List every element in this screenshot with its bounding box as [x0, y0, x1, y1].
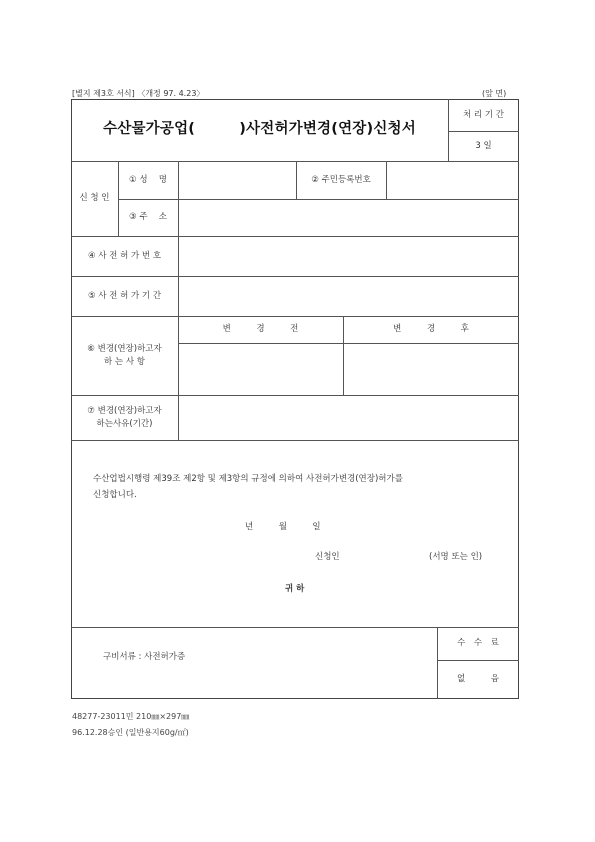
resident-number-field[interactable]: [386, 161, 519, 199]
fee-label: 수 수 료: [457, 638, 499, 649]
permit-number-field[interactable]: [178, 236, 519, 276]
form-title: 수산물가공업( )사전허가변경(연장)신청서: [103, 121, 416, 138]
change-items-label-line2: 하 는 사 항: [104, 356, 145, 367]
signature-note: (서명 또는 인): [429, 552, 483, 562]
address-field[interactable]: [178, 199, 519, 236]
change-items-label: [71, 316, 178, 395]
required-documents: 구비서류 : 사전허가증: [103, 652, 186, 662]
before-change-field[interactable]: [178, 343, 343, 395]
change-reason-label-line1: ⑦ 변경(연장)하고자: [87, 405, 162, 416]
resident-number-label: ② 주민등록번호: [311, 174, 371, 185]
applicant-group-label: 신 청 인: [79, 193, 110, 204]
change-items-label-line1: ⑥ 변경(연장)하고자: [87, 343, 162, 354]
page-side: (앞 면): [482, 89, 507, 98]
date-line: 년 월 일: [245, 522, 321, 532]
fee-value: 없 음: [457, 674, 499, 685]
change-reason-label-line2: 하는사유(기간): [96, 418, 153, 429]
name-field[interactable]: [178, 161, 296, 199]
address-label: ③ 주 소: [129, 212, 167, 223]
statement-line-2: 신청합니다.: [93, 490, 137, 500]
before-change-header: 변 경 전: [222, 324, 299, 335]
name-label: ① 성 명: [129, 174, 167, 185]
statement-line-1: 수산업법시행령 제39조 제2항 및 제3항의 규정에 의하여 사전허가변경(연장)허가를: [93, 474, 403, 484]
footer-approval: 96.12.28승인 (일반용지60g/㎡): [72, 728, 189, 737]
applicant-signature-label: 신청인: [315, 552, 340, 562]
change-reason-field[interactable]: [178, 395, 519, 440]
permit-period-label: ⑤ 사 전 허 가 기 간: [87, 290, 162, 301]
form-reference: [별지 제3호 서식] 〈개정 97. 4.23〉: [72, 89, 205, 98]
change-reason-label: [71, 395, 178, 440]
after-change-header: 변 경 후: [393, 324, 469, 335]
after-change-field[interactable]: [343, 343, 519, 395]
permit-period-field[interactable]: [178, 276, 519, 316]
addressee: 귀 하: [285, 584, 305, 594]
footer-form-code: 48277-23011민 210㎜×297㎜: [72, 712, 190, 721]
processing-period-value: 3 일: [475, 140, 492, 151]
processing-period-label: 처 리 기 간: [463, 109, 504, 120]
permit-number-label: ④ 사 전 허 가 번 호: [87, 250, 162, 261]
